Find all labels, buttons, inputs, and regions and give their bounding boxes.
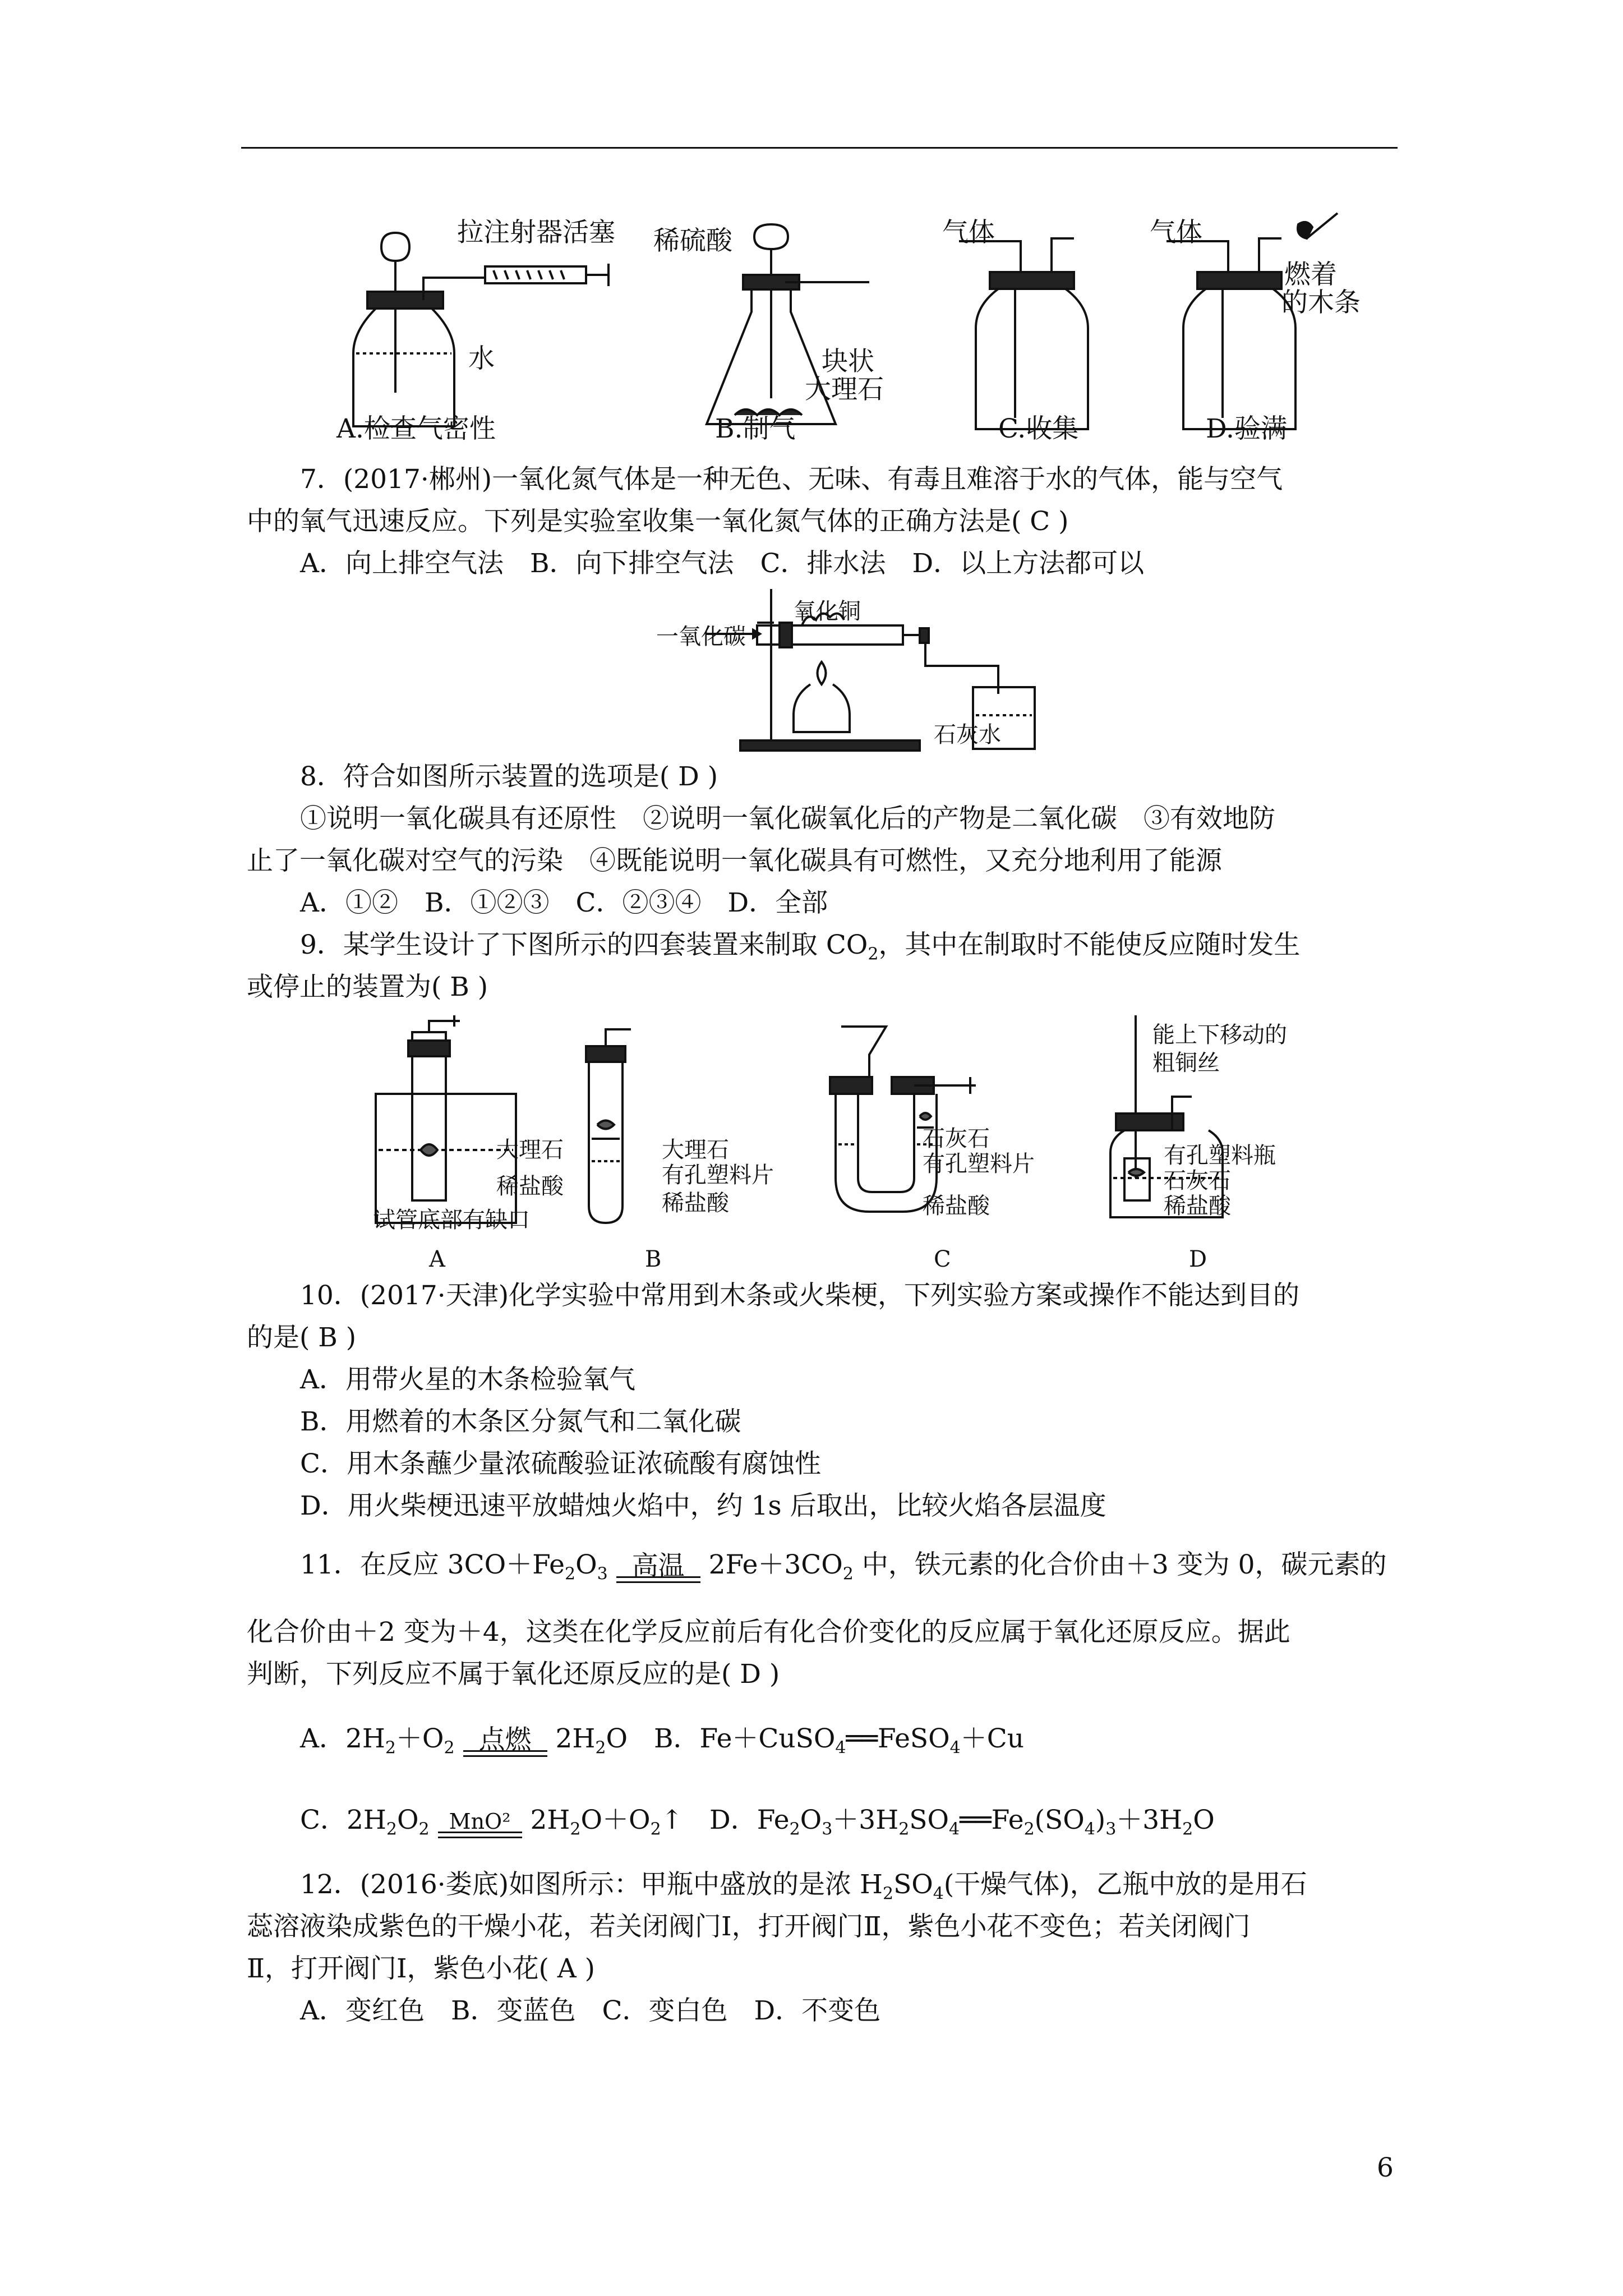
q12-line-3: Ⅱ，打开阀门Ⅰ，紫色小花( A ) (247, 1953, 596, 1984)
fig9-d-wire-2: 粗铜丝 (1152, 1050, 1220, 1076)
q10-line-1: 10．(2017·天津)化学实验中常用到木条或火柴梗，下列实验方案或操作不能达到目的 (300, 1280, 1300, 1311)
q11-options-ab: A．$2H_2+O_2$ 点燃 $2H_2O$ B．Fe＋CuSO$_4$══FeSO$_4$＋Cu (300, 1722, 1024, 1765)
q11-optA-condition: 点燃 (463, 1750, 547, 1765)
fig6-b-solid-label-1: 块状 (822, 346, 874, 377)
q10-line-2: 的是( B ) (247, 1322, 357, 1353)
fig9-a-caption: A (429, 1246, 445, 1272)
generator-c (830, 1027, 976, 1212)
q11-condition: 高温 (616, 1576, 700, 1591)
fig6-d-stick-label-1: 燃着 (1284, 259, 1337, 290)
fig6-d-stick-label-2: 的木条 (1281, 287, 1361, 318)
fig6-c-caption: C.收集 (998, 413, 1079, 444)
q10-option-a: A．用带火星的木条检验氧气 (300, 1364, 635, 1395)
q11-options-cd: C．$2H_2O_2$ MnO² $2H_2O+O_2↑$ D．$Fe_2O_3+3H_2SO_4══Fe_2(SO_4)_3+3H_2O$ (300, 1803, 1215, 1846)
apparatus-a (353, 233, 608, 426)
fig6-d-caption: D.验满 (1206, 413, 1287, 444)
fig6-a-water-label: 水 (468, 343, 495, 374)
q7-options: A．向上排空气法 B．向下排空气法 C．排水法 D．以上方法都可以 (300, 548, 1145, 579)
q12-line-1: 12．(2016·娄底)如图所示：甲瓶中盛放的是浓 $H_2SO_4$(干燥气体)，乙瓶中放的是用石 (300, 1869, 1307, 1904)
fig9-d-bottle: 有孔塑料瓶 (1164, 1143, 1276, 1168)
q11-line-3: 判断，下列反应不属于氧化还原反应的是( D ) (247, 1659, 780, 1690)
fig9-c-caption: C (934, 1246, 951, 1272)
fig9-d-stone: 石灰石 (1164, 1168, 1231, 1194)
q10-option-c: C．用木条蘸少量浓硫酸验证浓硫酸有腐蚀性 (300, 1448, 821, 1479)
q8-line-2: ①说明一氧化碳具有还原性 ②说明一氧化碳氧化后的产物是二氧化碳 ③有效地防 (300, 803, 1275, 834)
fig6-b-caption: B.制气 (715, 413, 796, 444)
q11-line-2: 化合价由＋2 变为＋4，这类在化学反应前后有化合价变化的反应属于氧化还原反应。据此 (247, 1617, 1290, 1648)
q12-line-2: 蕊溶液染成紫色的干燥小花，若关闭阀门Ⅰ，打开阀门Ⅱ，紫色小花不变色；若关闭阀门 (247, 1911, 1251, 1942)
q11-optC-condition: MnO² (438, 1832, 522, 1846)
fig9-b-marble: 大理石 (662, 1137, 729, 1163)
fig9-a-note: 试管底部有缺口 (373, 1207, 530, 1233)
fig6-d-gas-label: 气体 (1150, 217, 1202, 248)
fig8-limewater-label: 石灰水 (934, 722, 1001, 748)
generator-b (586, 1029, 631, 1223)
fig8-co-label: 一氧化碳 (656, 624, 746, 650)
q9-line-1: 9．某学生设计了下图所示的四套装置来制取 $CO_2$，其中在制取时不能使反应随时发生 (300, 930, 1301, 964)
header-rule (241, 147, 1398, 149)
q11-line-1: 11．在反应 $3CO+Fe_2O_3$ 高温 $2Fe+3CO_2$ 中，铁元素的化合价由＋3 变为 0，碳元素的 (300, 1548, 1387, 1591)
q8-line-1: 8．符合如图所示装置的选项是( D ) (300, 761, 718, 792)
apparatus-c (959, 238, 1088, 429)
fig6-b-solid-label-2: 大理石 (805, 374, 884, 405)
page-number: 6 (1377, 2152, 1394, 2183)
generator-a (376, 1015, 516, 1223)
q8-line-3: 止了一氧化碳对空气的污染 ④既能说明一氧化碳具有可燃性，又充分地利用了能源 (247, 845, 1222, 876)
q12-options: A．变红色 B．变蓝色 C．变白色 D．不变色 (300, 1995, 881, 2026)
fig9-d-caption: D (1189, 1246, 1207, 1272)
q10-option-d: D．用火柴梗迅速平放蜡烛火焰中，约 1s 后取出，比较火焰各层温度 (300, 1490, 1106, 1521)
fig9-b-acid: 稀盐酸 (662, 1190, 729, 1216)
q7-line-1: 7．(2017·郴州)一氧化氮气体是一种无色、无味、有毒且难溶于水的气体，能与空气 (300, 464, 1283, 495)
q10-option-b: B．用燃着的木条区分氮气和二氧化碳 (300, 1406, 741, 1437)
fig6-a-syringe-label: 拉注射器活塞 (457, 217, 615, 248)
fig9-c-stone: 石灰石 (923, 1126, 990, 1152)
fig9-b-caption: B (645, 1246, 662, 1272)
fig9-d-acid: 稀盐酸 (1164, 1193, 1231, 1219)
fig9-d-wire-1: 能上下移动的 (1152, 1022, 1287, 1048)
fig6-c-gas-label: 气体 (942, 217, 995, 248)
fig6-b-acid-label: 稀硫酸 (653, 226, 732, 256)
q8-options: A．①② B．①②③ C．②③④ D．全部 (300, 887, 828, 918)
q7-line-2: 中的氧气迅速反应。下列是实验室收集一氧化氮气体的正确方法是( C ) (247, 506, 1069, 537)
fig9-b-plate: 有孔塑料片 (662, 1162, 774, 1188)
fig9-a-acid: 稀盐酸 (496, 1174, 564, 1199)
fig8-cuo-label: 氧化铜 (794, 599, 861, 624)
fig9-c-acid: 稀盐酸 (923, 1193, 990, 1219)
fig9-c-plate: 有孔塑料片 (923, 1151, 1035, 1177)
fig9-a-marble: 大理石 (496, 1137, 564, 1163)
q9-line-2: 或停止的装置为( B ) (247, 972, 488, 1002)
fig6-a-caption: A.检查气密性 (336, 413, 496, 444)
